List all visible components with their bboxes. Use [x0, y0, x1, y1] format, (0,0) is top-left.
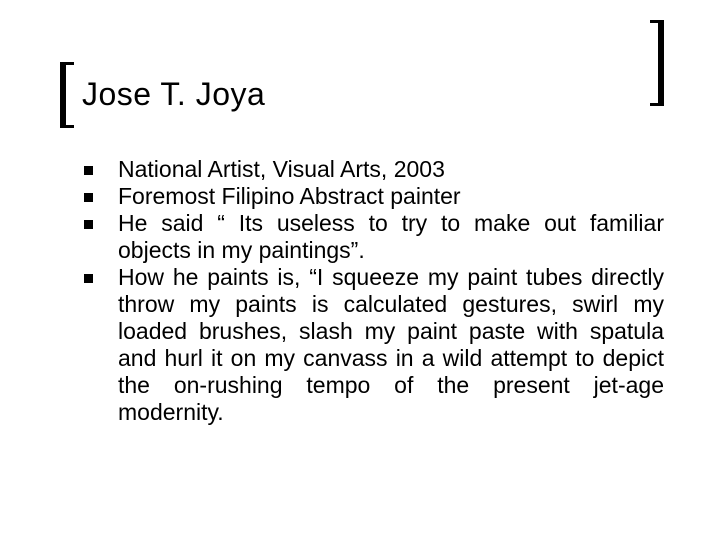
bullet-item — [84, 210, 664, 264]
bullet-text: National Artist, Visual Arts, 2003 — [118, 156, 445, 182]
square-bullet-icon — [84, 274, 93, 283]
bullet-item — [84, 183, 664, 210]
title-right-bracket — [650, 20, 664, 106]
bullet-text: He said “ Its useless to try to make out familiar objects in my paintings”. — [118, 210, 664, 263]
bullet-item — [84, 264, 664, 426]
bullet-list — [84, 156, 664, 426]
square-bullet-icon — [84, 193, 93, 202]
title-left-bracket — [60, 62, 74, 128]
bullet-item — [84, 156, 664, 183]
square-bullet-icon — [84, 166, 93, 175]
slide-title: Jose T. Joya — [82, 76, 266, 112]
bullet-text: Foremost Filipino Abstract painter — [118, 183, 461, 209]
bullet-text: How he paints is, “I squeeze my paint tubes directly throw my paints is calculated gestures, swirl my loaded brushes, slash my paint paste with spatula and hurl it on my canvass in a wild attempt to depict the on-rushing tempo of the present jet-age modernity. — [118, 264, 664, 425]
square-bullet-icon — [84, 220, 93, 229]
